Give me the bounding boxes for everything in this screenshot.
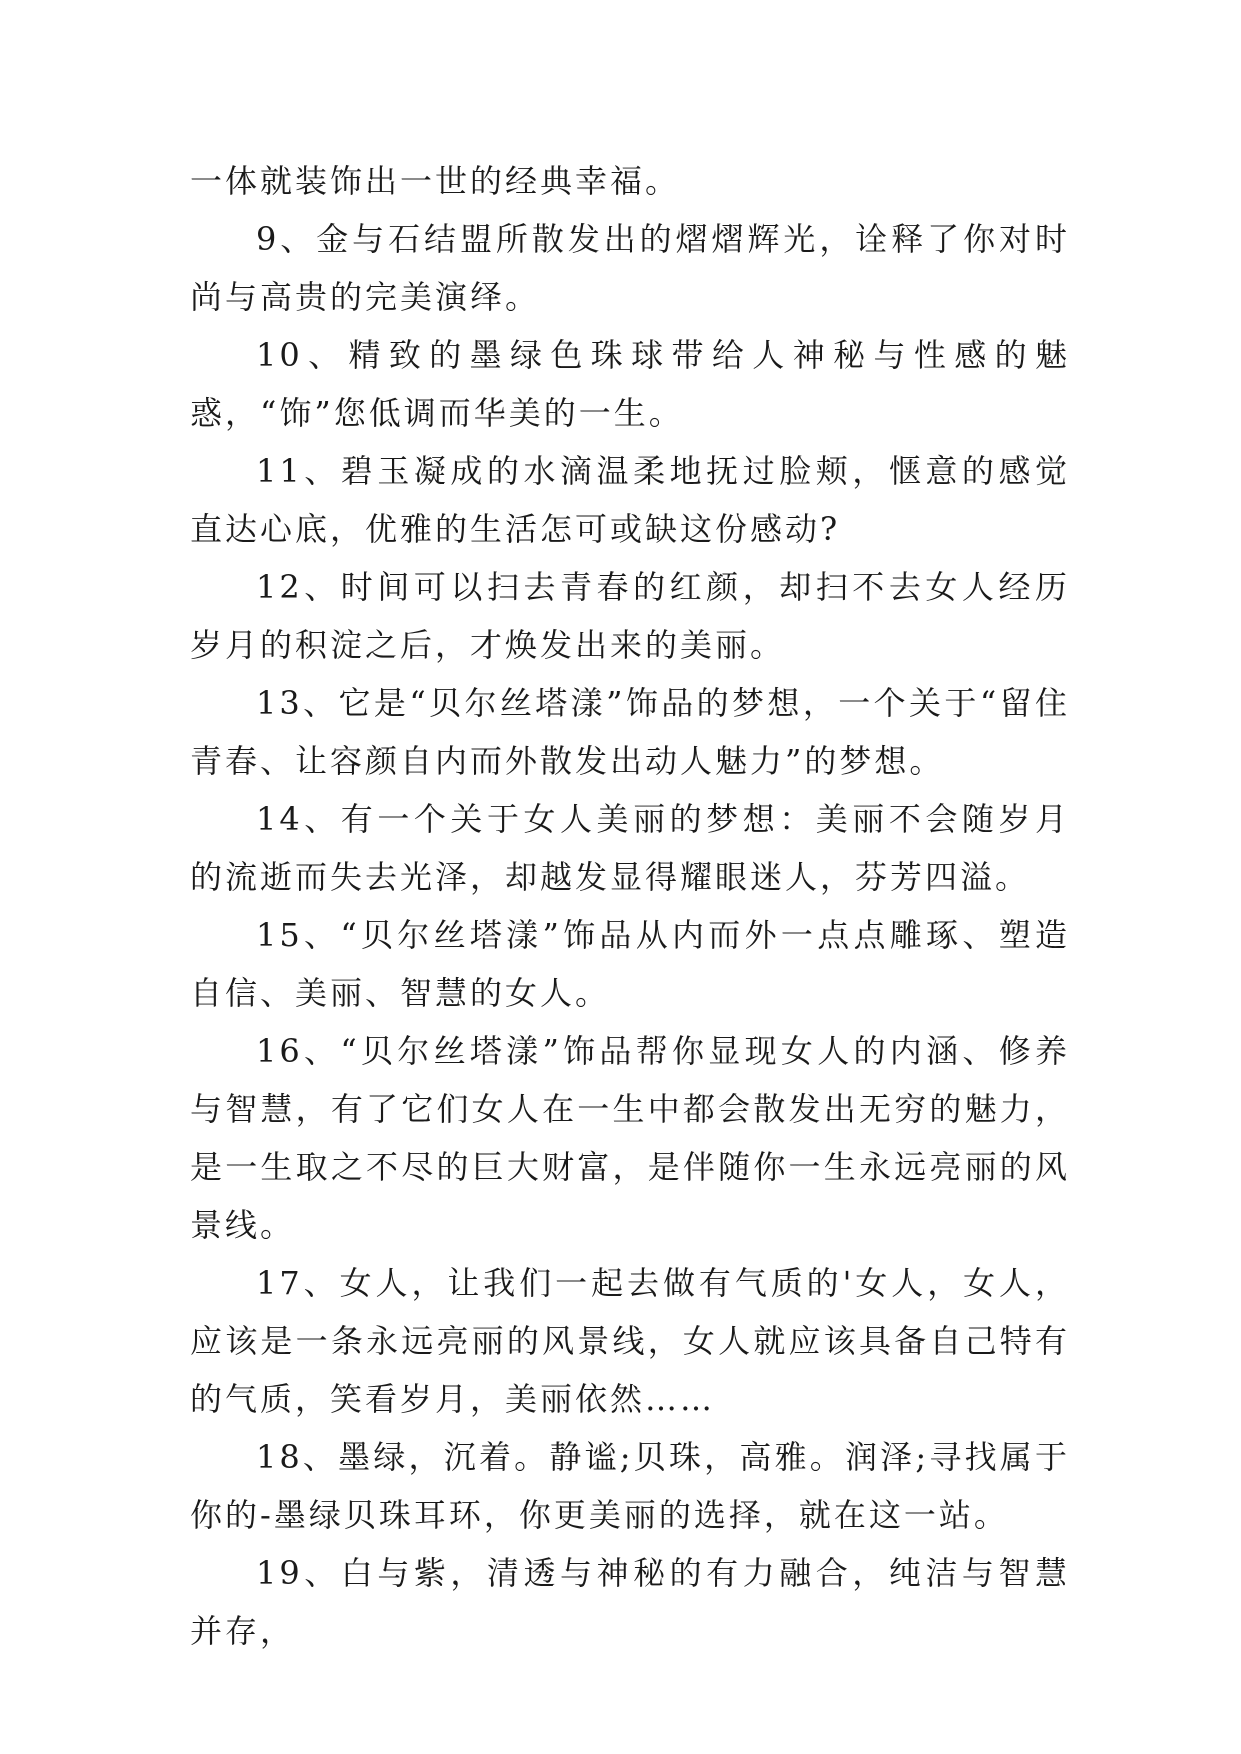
- paragraph: 19、白与紫，清透与神秘的有力融合，纯洁与智慧并存，: [190, 1554, 1070, 1650]
- paragraph: 11、碧玉凝成的水滴温柔地抚过脸颊，惬意的感觉直达心底，优雅的生活怎可或缺这份感动?: [190, 452, 1070, 548]
- paragraph: 一体就装饰出一世的经典幸福。: [190, 162, 681, 200]
- paragraph: 16、“贝尔丝塔漾”饰品帮你显现女人的内涵、修养与智慧，有了它们女人在一生中都会散发出无穷的魅力，是一生取之不尽的巨大财富，是伴随你一生永远亮丽的风景线。: [190, 1032, 1070, 1244]
- paragraph: 9、金与石结盟所散发出的熠熠辉光，诠释了你对时尚与高贵的完美演绎。: [190, 220, 1070, 316]
- paragraph: 12、时间可以扫去青春的红颜，却扫不去女人经历岁月的积淀之后，才焕发出来的美丽。: [190, 568, 1070, 664]
- document-body: [190, 152, 1070, 1660]
- paragraph: 15、“贝尔丝塔漾”饰品从内而外一点点雕琢、塑造自信、美丽、智慧的女人。: [190, 916, 1070, 1012]
- paragraph: 14、有一个关于女人美丽的梦想：美丽不会随岁月的流逝而失去光泽，却越发显得耀眼迷人，芬芳四溢。: [190, 800, 1070, 896]
- paragraph: 18、墨绿，沉着。静谧;贝珠，高雅。润泽;寻找属于你的-墨绿贝珠耳环，你更美丽的选择，就在这一站。: [190, 1438, 1070, 1534]
- paragraph: 17、女人，让我们一起去做有气质的'女人，女人，应该是一条永远亮丽的风景线，女人就应该具备自己特有的气质，笑看岁月，美丽依然……: [190, 1264, 1070, 1418]
- paragraph: 13、它是“贝尔丝塔漾”饰品的梦想，一个关于“留住青春、让容颜自内而外散发出动人魅力”的梦想。: [190, 684, 1070, 780]
- paragraph: 10、精致的墨绿色珠球带给人神秘与性感的魅惑，“饰”您低调而华美的一生。: [190, 336, 1070, 432]
